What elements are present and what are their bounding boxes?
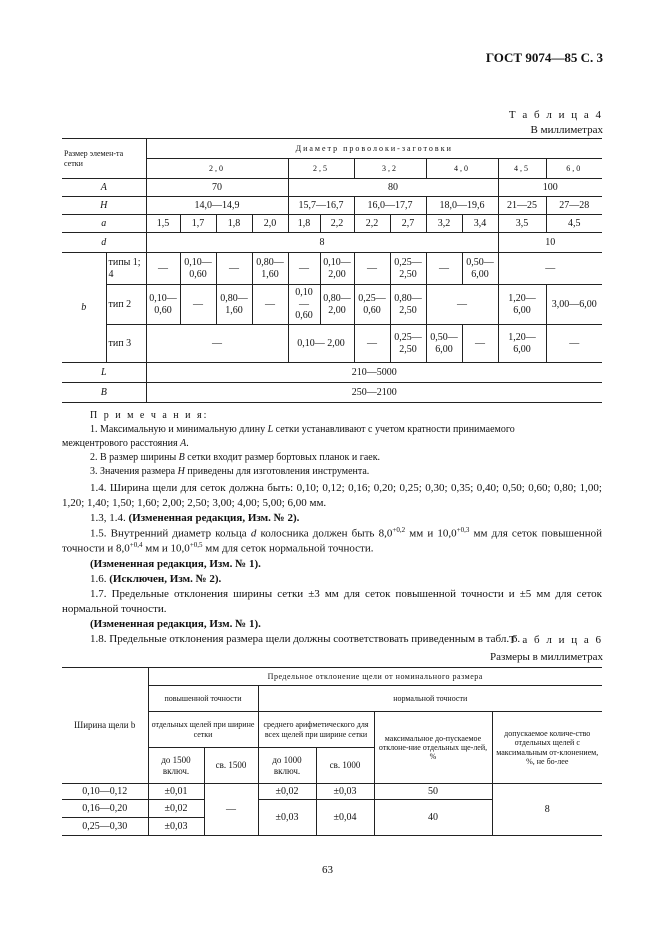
cell: 0,25—0,30 <box>62 818 148 836</box>
body-text <box>62 481 602 647</box>
table4-unit: В миллиметрах <box>530 124 603 136</box>
cell: ±0,02 <box>148 800 204 818</box>
diameter-4-0: 4,0 <box>426 159 498 179</box>
cell: 250—2100 <box>146 383 602 403</box>
cell: — <box>204 784 258 836</box>
cell: 100 <box>498 179 602 197</box>
table6-caption: Т а б л и ц а 6 <box>508 634 603 646</box>
cell: ±0,03 <box>316 784 374 800</box>
cell: 0,80— 2,00 <box>320 285 354 325</box>
para-1-6: 1.6. (Исключен, Изм. № 2). <box>90 573 222 586</box>
cell: 21—25 <box>498 197 546 215</box>
cell: 1,8 <box>216 215 252 233</box>
edition-note-2: (Измененная редакция, Изм. № 1). <box>90 617 261 630</box>
para-1-8: 1.8. Предельные отклонения размера щели должны соответствовать приведенным в табл. 6. <box>90 632 521 645</box>
row-label-d: d <box>62 233 146 253</box>
row-label-B: B <box>62 383 146 403</box>
cell: 0,25— 0,60 <box>354 285 390 325</box>
cell: 80 <box>288 179 498 197</box>
cell: — <box>146 325 288 363</box>
cell: — <box>546 325 602 363</box>
page-number: 63 <box>322 864 333 876</box>
cell: — <box>426 253 462 285</box>
cell: — <box>216 253 252 285</box>
cell: 0,80— 1,60 <box>216 285 252 325</box>
cell: 70 <box>146 179 288 197</box>
cell: 1,20—6,00 <box>498 325 546 363</box>
cell: — <box>180 285 216 325</box>
diameter-6-0: 6,0 <box>546 159 602 179</box>
table-4 <box>62 138 602 403</box>
cell: 16,0—17,7 <box>354 197 426 215</box>
b-row-label: тип 3 <box>106 325 146 363</box>
cell: 8 <box>146 233 498 253</box>
cell: до 1000 включ. <box>258 748 316 784</box>
edition-note-1: (Измененная редакция, Изм. № 1). <box>90 558 261 571</box>
cell: 8 <box>492 784 602 836</box>
sub-header-mean: среднего арифметического для всех щелей при ширине сетки <box>258 712 374 748</box>
cell: 1,5 <box>146 215 180 233</box>
notes-heading: П р и м е ч а н и я: <box>90 410 209 421</box>
cell: 2,2 <box>354 215 390 233</box>
cell: 0,10— 0,60 <box>288 285 320 325</box>
cell: 15,7—16,7 <box>288 197 354 215</box>
cell: ±0,03 <box>258 800 316 836</box>
cell: 27—28 <box>546 197 602 215</box>
cell: — <box>354 253 390 285</box>
cell: 210—5000 <box>146 363 602 383</box>
cell: — <box>462 325 498 363</box>
diameter-4-5: 4,5 <box>498 159 546 179</box>
table6-unit: Размеры в миллиметрах <box>490 651 603 663</box>
cell: 2,7 <box>390 215 426 233</box>
diameter-3-2: 3,2 <box>354 159 426 179</box>
diameter-header: Диаметр проволоки-заготовки <box>146 139 602 159</box>
cell: 0,50— 6,00 <box>462 253 498 285</box>
cell: 0,50— 6,00 <box>426 325 462 363</box>
cell: 10 <box>498 233 602 253</box>
cell: 40 <box>374 800 492 836</box>
cell: 50 <box>374 784 492 800</box>
row-label-A: A <box>62 179 146 197</box>
cell: 3,00—6,00 <box>546 285 602 325</box>
cell: — <box>146 253 180 285</box>
cell: 0,10— 2,00 <box>288 325 354 363</box>
cell: 1,8 <box>288 215 320 233</box>
cell: 0,80— 1,60 <box>252 253 288 285</box>
cell: 0,25— 2,50 <box>390 253 426 285</box>
sub-header-count: допускаемое количе-ство отдельных щелей с максимальным от-клонением, %, не бо-лее <box>492 712 602 784</box>
row-label-H: H <box>62 197 146 215</box>
cell: св. 1500 <box>204 748 258 784</box>
deviation-header: Предельное отклонение щели от номинального размера <box>148 668 602 686</box>
sub-header-individual: отдельных щелей при ширине сетки <box>148 712 258 748</box>
param-col-header: Размер элемен-та сетки <box>62 139 146 179</box>
cell: ±0,01 <box>148 784 204 800</box>
cell: 1,20—6,00 <box>498 285 546 325</box>
cell: ±0,04 <box>316 800 374 836</box>
para-1-5: 1.5. Внутренний диаметр кольца d колосника должен быть $8,0^{+0,2}$ мм и $10,0^{+0,3}$ мм для сеток повышенной точности и $8,0^{+0,4}$ мм и $10,0^{+0,5}$ мм для сеток нормальной точности. <box>62 525 602 556</box>
row-label-L: L <box>62 363 146 383</box>
col-width-header: Ширина щели b <box>62 668 148 784</box>
row-label-b: b <box>62 253 106 363</box>
cell: 0,25— 2,50 <box>390 325 426 363</box>
cell: 0,10— 0,60 <box>180 253 216 285</box>
cell: ±0,02 <box>258 784 316 800</box>
cell: — <box>354 325 390 363</box>
sub-header-max-dev: максимальное до-пускаемое отклоне-ние отдельных ще-лей, % <box>374 712 492 784</box>
high-accuracy-header: повышенной точности <box>148 686 258 712</box>
cell: 0,10—0,12 <box>62 784 148 800</box>
table4-caption: Т а б л и ц а 4 <box>508 109 603 121</box>
page-header: ГОСТ 9074—85 С. 3 <box>485 50 603 65</box>
cell: 0,80— 2,50 <box>390 285 426 325</box>
b-row-label: тип 2 <box>106 285 146 325</box>
cell: 3,4 <box>462 215 498 233</box>
cell: св. 1000 <box>316 748 374 784</box>
para-1-4: 1.4. Ширина щели для сеток должна быть: 0,10; 0,12; 0,16; 0,20; 0,25; 0,30; 0,35; 0,40; 0,50; 0,60; 0,80; 1,00; 1,20; 1,40; 1,50; 1,60; 2,00; 2,50; 3,00; 4,00; 5,00; 6,00 мм. <box>62 482 602 509</box>
cell: 1,7 <box>180 215 216 233</box>
cell: 3,5 <box>498 215 546 233</box>
b-row-label: типы 1; 4 <box>106 253 146 285</box>
para-1-7: 1.7. Предельные отклонения ширины сетки ±3 мм для сеток повышенной точности и ±5 мм для сеток нормальной точности. <box>62 587 602 615</box>
para-1-3-1-4: 1.3, 1.4. (Измененная редакция, Изм. № 2). <box>90 511 300 524</box>
cell: 14,0—14,9 <box>146 197 288 215</box>
cell: — <box>498 253 602 285</box>
row-label-a: a <box>62 215 146 233</box>
cell: 0,10— 2,00 <box>320 253 354 285</box>
cell: — <box>288 253 320 285</box>
cell: 18,0—19,6 <box>426 197 498 215</box>
cell: 4,5 <box>546 215 602 233</box>
cell: — <box>252 285 288 325</box>
cell: — <box>426 285 498 325</box>
cell: 0,10— 0,60 <box>146 285 180 325</box>
cell: ±0,03 <box>148 818 204 836</box>
diameter-2-5: 2,5 <box>288 159 354 179</box>
cell: 2,0 <box>252 215 288 233</box>
cell: 3,2 <box>426 215 462 233</box>
cell: 0,16—0,20 <box>62 800 148 818</box>
note-1-cont: межцентрового расстояния A. <box>62 438 189 449</box>
notes <box>62 409 602 479</box>
note-3: 3. Значения размера H приведены для изготовления инструмента. <box>90 466 370 477</box>
note-1: 1. Максимальную и минимальную длину L сетки устанавливают с учетом кратности принимаемого <box>90 424 515 435</box>
note-2: 2. В размер ширины B сетки входит размер бортовых планок и гаек. <box>90 452 381 463</box>
normal-accuracy-header: нормальной точности <box>258 686 602 712</box>
cell: до 1500 включ. <box>148 748 204 784</box>
cell: 2,2 <box>320 215 354 233</box>
diameter-2-0: 2,0 <box>146 159 288 179</box>
table-6 <box>62 667 602 836</box>
